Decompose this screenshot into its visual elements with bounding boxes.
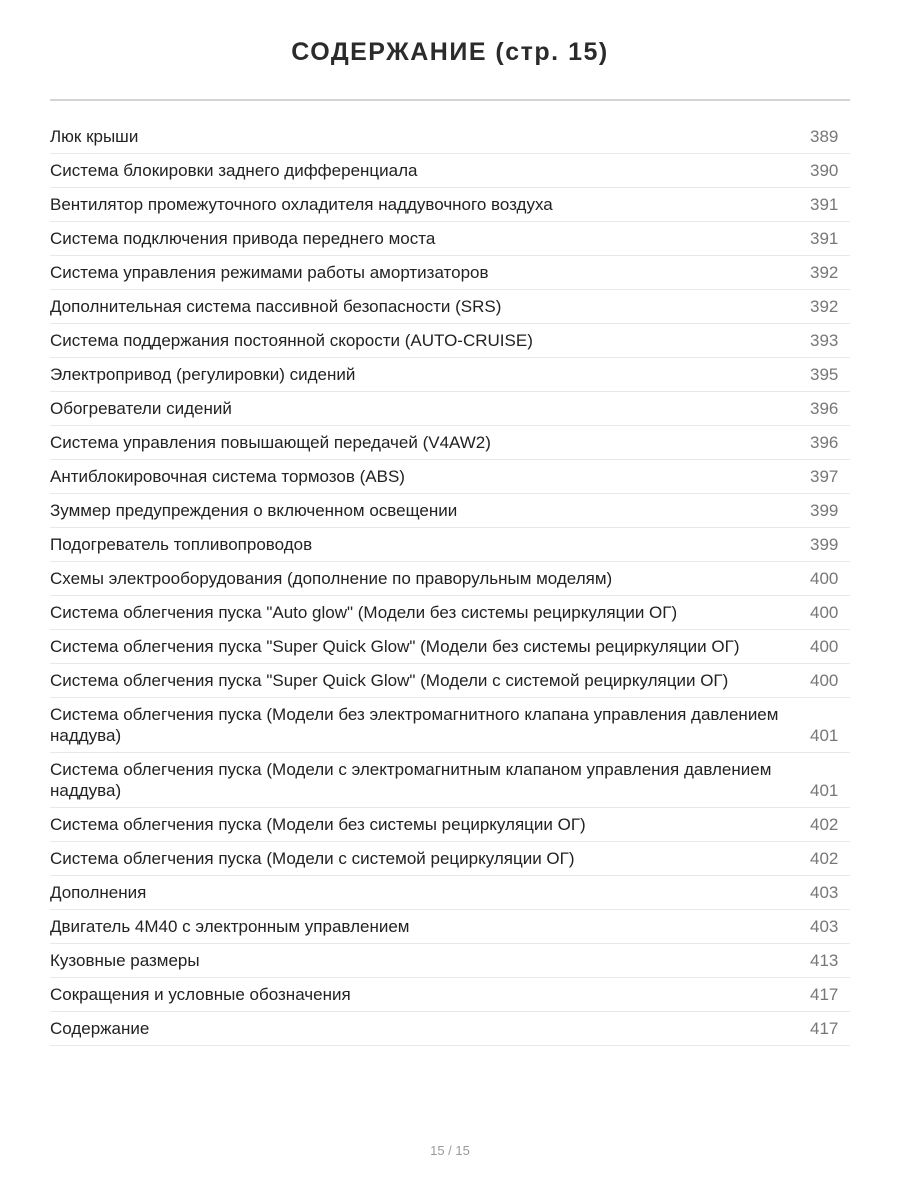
toc-entry[interactable]: [50, 528, 850, 562]
toc-entry-title: Электропривод (регулировки) сидений: [50, 365, 356, 384]
toc-entry[interactable]: [50, 358, 850, 392]
page-footer-pagination: 15 / 15: [430, 1143, 470, 1158]
toc-entry[interactable]: [50, 808, 850, 842]
toc-entry-title: Система блокировки заднего дифференциала: [50, 161, 418, 180]
toc-entry-page: 402: [810, 849, 839, 868]
toc-entry-page: 402: [810, 815, 839, 834]
toc-list: [50, 120, 850, 1046]
toc-entry-title: Система облегчения пуска (Модели с системой рециркуляции ОГ): [50, 849, 575, 868]
toc-entry-page: 391: [810, 229, 839, 248]
toc-entry-title: Дополнения: [50, 883, 147, 902]
toc-entry-page: 403: [810, 883, 839, 902]
toc-entry-title: Система управления повышающей передачей (V4AW2): [50, 433, 491, 452]
toc-entry-page: 417: [810, 985, 839, 1004]
toc-entry-page: 399: [810, 501, 839, 520]
toc-entry-title: Схемы электрооборудования (дополнение по праворульным моделям): [50, 569, 613, 588]
toc-entry-page: 391: [810, 195, 839, 214]
toc-entry[interactable]: [50, 698, 850, 753]
toc-entry[interactable]: [50, 120, 850, 154]
toc-entry-page: 400: [810, 671, 839, 690]
toc-entry-title: Содержание: [50, 1019, 150, 1038]
toc-entry-page: 396: [810, 433, 839, 452]
toc-entry-page: 395: [810, 365, 839, 384]
toc-entry-title: Система облегчения пуска (Модели с электромагнитным клапаном управления давлением наддува): [50, 760, 772, 800]
toc-entry-title: Система поддержания постоянной скорости (AUTO-CRUISE): [50, 331, 533, 350]
toc-entry-title: Система облегчения пуска "Super Quick Glow" (Модели с системой рециркуляции ОГ): [50, 671, 729, 690]
toc-entry[interactable]: [50, 426, 850, 460]
toc-entry[interactable]: [50, 392, 850, 426]
toc-entry[interactable]: [50, 596, 850, 630]
toc-entry-title: Система облегчения пуска (Модели без электромагнитного клапана управления давлением наддува): [50, 705, 779, 745]
toc-entry-title: Вентилятор промежуточного охладителя наддувочного воздуха: [50, 195, 553, 214]
toc-entry-page: 403: [810, 917, 839, 936]
toc-entry-page: 393: [810, 331, 839, 350]
toc-entry-title: Дополнительная система пассивной безопасности (SRS): [50, 297, 502, 316]
toc-entry-page: 401: [810, 781, 839, 800]
toc-entry[interactable]: [50, 154, 850, 188]
toc-entry-page: 400: [810, 569, 839, 588]
toc-entry-page: 413: [810, 951, 839, 970]
toc-entry[interactable]: [50, 460, 850, 494]
toc-entry-title: Двигатель 4M40 с электронным управлением: [50, 917, 410, 936]
toc-entry-title: Люк крыши: [50, 127, 139, 146]
toc-entry-page: 397: [810, 467, 839, 486]
toc-entry[interactable]: [50, 753, 850, 808]
toc-entry[interactable]: [50, 978, 850, 1012]
toc-entry[interactable]: [50, 494, 850, 528]
toc-entry[interactable]: [50, 876, 850, 910]
toc-entry[interactable]: [50, 664, 850, 698]
toc-entry-page: 417: [810, 1019, 839, 1038]
toc-entry-page: 399: [810, 535, 839, 554]
toc-entry-title: Система облегчения пуска "Super Quick Glow" (Модели без системы рециркуляции ОГ): [50, 637, 740, 656]
toc-entry[interactable]: [50, 910, 850, 944]
toc-entry-page: 392: [810, 297, 839, 316]
toc-entry-page: 390: [810, 161, 839, 180]
toc-entry-page: 400: [810, 637, 839, 656]
title-divider: [50, 99, 850, 101]
toc-entry-title: Антиблокировочная система тормозов (ABS): [50, 467, 405, 486]
toc-entry[interactable]: [50, 324, 850, 358]
toc-entry-title: Система облегчения пуска "Auto glow" (Модели без системы рециркуляции ОГ): [50, 603, 678, 622]
toc-entry-title: Зуммер предупреждения о включенном освещении: [50, 501, 458, 520]
toc-entry[interactable]: [50, 630, 850, 664]
toc-entry-title: Подогреватель топливопроводов: [50, 535, 313, 554]
toc-entry-page: 396: [810, 399, 839, 418]
toc-entry[interactable]: [50, 256, 850, 290]
toc-entry-title: Обогреватели сидений: [50, 399, 232, 418]
toc-entry[interactable]: [50, 1012, 850, 1046]
toc-entry[interactable]: [50, 188, 850, 222]
toc-entry[interactable]: [50, 290, 850, 324]
page-title: СОДЕРЖАНИЕ (стр. 15): [291, 38, 609, 66]
toc-entry[interactable]: [50, 944, 850, 978]
toc-entry-title: Система подключения привода переднего моста: [50, 229, 436, 248]
toc-entry-title: Система облегчения пуска (Модели без системы рециркуляции ОГ): [50, 815, 586, 834]
toc-entry-page: 392: [810, 263, 839, 282]
toc-entry[interactable]: [50, 842, 850, 876]
toc-entry-page: 401: [810, 726, 839, 745]
toc-entry-title: Система управления режимами работы амортизаторов: [50, 263, 489, 282]
toc-entry[interactable]: [50, 562, 850, 596]
toc-entry-title: Кузовные размеры: [50, 951, 200, 970]
toc-entry-page: 400: [810, 603, 839, 622]
toc-entry-title: Сокращения и условные обозначения: [50, 985, 351, 1004]
toc-entry-page: 389: [810, 127, 839, 146]
toc-entry[interactable]: [50, 222, 850, 256]
